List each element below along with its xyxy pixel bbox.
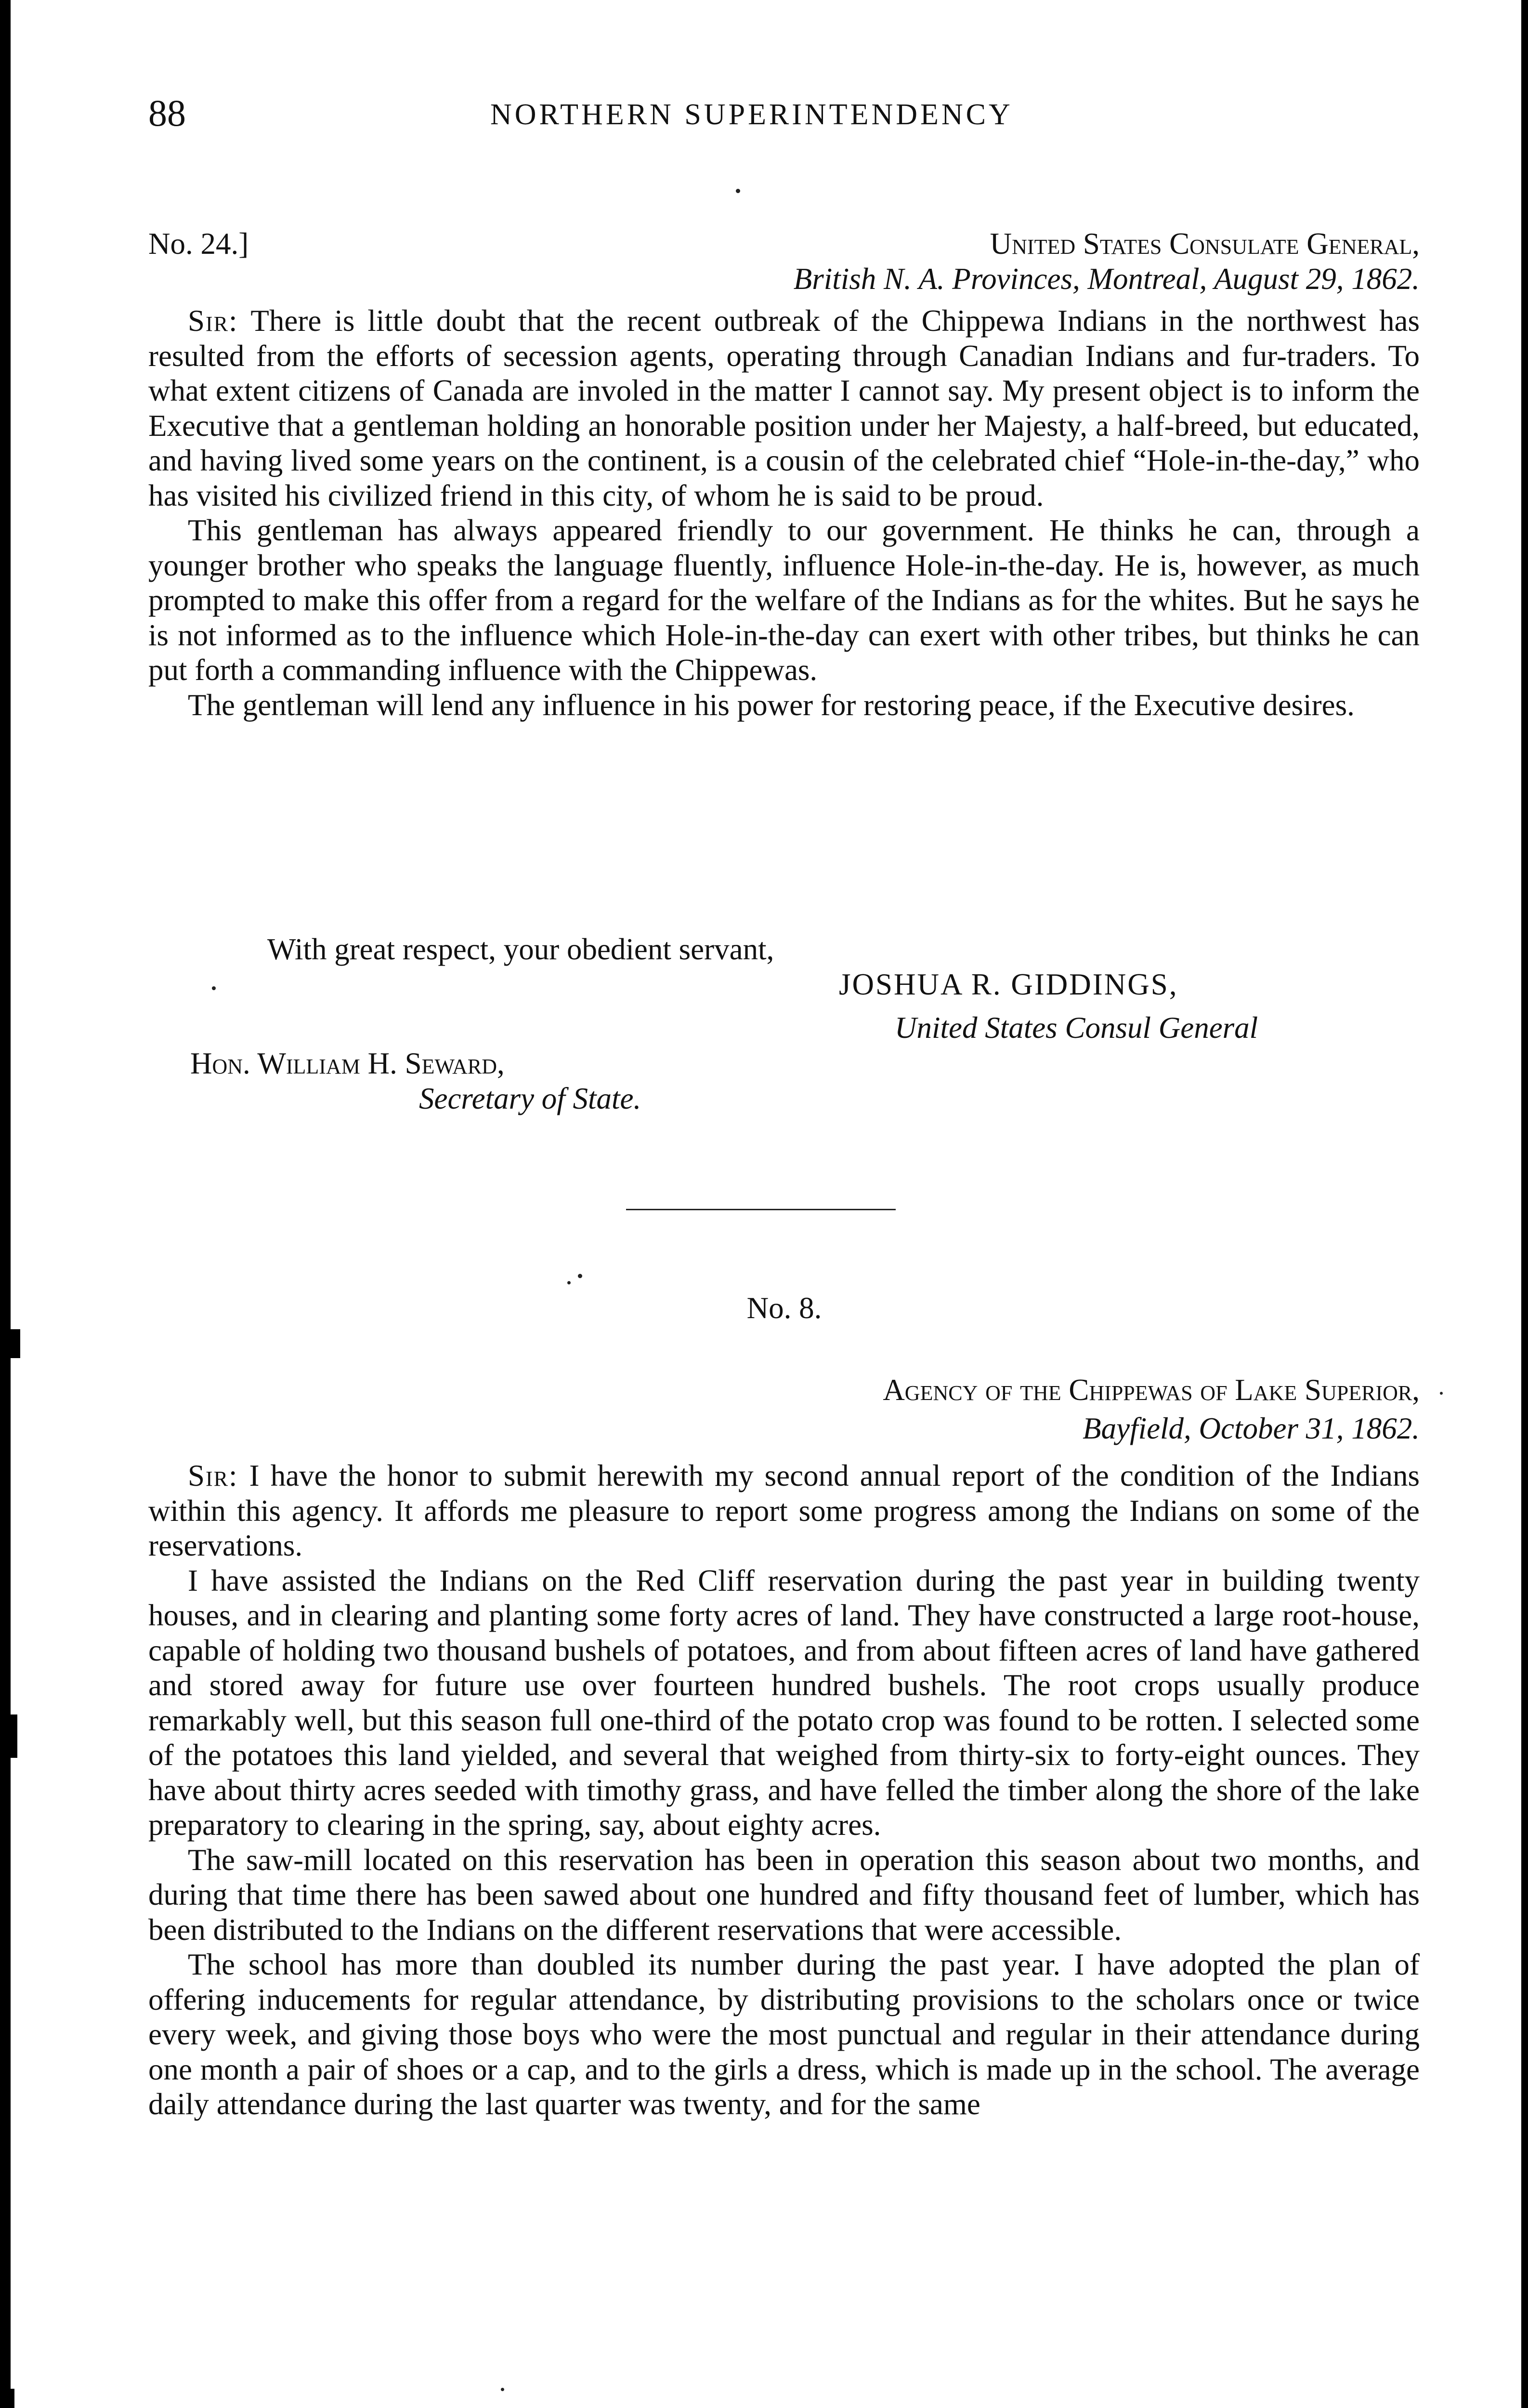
salutation: Sir:	[188, 304, 238, 338]
scan-right-edge	[1521, 0, 1528, 2408]
addressee: Hon. William H. Seward,	[190, 1047, 505, 1080]
complimentary-close: With great respect, your obedient servant,	[267, 932, 774, 966]
scan-speck	[212, 986, 216, 990]
scan-edge-notch	[0, 1714, 17, 1758]
scan-speck	[501, 2388, 504, 2391]
signature: JOSHUA R. GIDDINGS,	[839, 968, 1178, 1001]
letter-body	[148, 303, 1420, 722]
letter-from-line: Agency of the Chippewas of Lake Superior,	[883, 1373, 1420, 1407]
letter-place-date: Bayfield, October 31, 1862.	[1083, 1412, 1420, 1445]
running-head: NORTHERN SUPERINTENDENCY	[490, 98, 1013, 131]
scan-speck	[1440, 1392, 1443, 1395]
body-paragraph: The gentleman will lend any influence in his power for restoring peace, if the Executive desires.	[188, 688, 1355, 722]
scan-edge-notch	[0, 2389, 14, 2408]
letter-place-date: British N. A. Provinces, Montreal, August 29, 1862.	[793, 262, 1420, 296]
body-paragraph: The school has more than doubled its number during the past year. I have adopted the plan of offering inducements for regular attendance, by distributing provisions to the scholars once or twice every week, and giving those boys who were the most punctual and regular in their attendance during one month a pair of shoes or a cap, and to the girls a dress, which is made up in the school. The average daily attendance during the last quarter was twenty, and for the same	[148, 1948, 1420, 2121]
salutation: Sir:	[188, 1459, 238, 1492]
section-divider	[626, 1209, 896, 1210]
scan-left-edge	[0, 0, 11, 2408]
body-paragraph: The saw-mill located on this reservation has been in operation this season about two months, and during that time there has been sawed about one hundred and fifty thousand feet of lumber, which has been distributed to the Indians on the different reservations that were accessible.	[148, 1843, 1420, 1947]
page-header	[148, 92, 1420, 135]
scan-speck	[567, 1281, 571, 1284]
scan-speck	[736, 189, 740, 193]
paragraph-text: I have the honor to submit herewith my second annual report of the condition of the Indians within this agency. It affords me pleasure to report some progress among the Indians on some of the reservations.	[148, 1459, 1420, 1562]
body-paragraph: I have assisted the Indians on the Red Cliff reservation during the past year in building twenty houses, and in clearing and planting some forty acres of land. They have constructed a large root-house, capable of holding two thousand bushels of potatoes, and from about fifteen acres of land have gathered and stored away for future use over fourteen hundred bushels. The root crops usually produce remarkably well, but this season full one-third of the potato crop was found to be rotten. I selected some of the potatoes this land yielded, and several that weighed from thirty-six to forty-eight ounces. They have about thirty acres seeded with timothy grass, and have felled the timber along the shore of the lake preparatory to clearing in the spring, say, about eighty acres.	[148, 1563, 1420, 1842]
letter-body	[148, 1458, 1420, 2122]
letter-from-line: United States Consulate General,	[990, 227, 1420, 261]
body-paragraph	[148, 303, 1420, 513]
addressee-title: Secretary of State.	[419, 1082, 641, 1115]
signer-title: United States Consul General	[895, 1011, 1258, 1045]
letter-number: No. 8.	[746, 1291, 822, 1325]
scan-edge-notch	[0, 1329, 20, 1358]
page-number: 88	[148, 92, 186, 134]
letter-number: No. 24.]	[148, 227, 249, 261]
body-paragraph: This gentleman has always appeared friendly to our government. He thinks he can, through a younger brother who speaks the language fluently, influence Hole-in-the-day. He is, however, as much prompted to make this offer from a regard for the welfare of the Indians as for the whites. But he says he is not informed as to the influence which Hole-in-the-day can exert with other tribes, but thinks he can put forth a commanding influence with the Chippewas.	[148, 513, 1420, 687]
body-paragraph	[148, 1458, 1420, 1563]
scan-speck	[578, 1274, 582, 1278]
paragraph-text: There is little doubt that the recent outbreak of the Chippewa Indians in the northwest has resulted from the efforts of secession agents, operating through Canadian Indians and fur-traders. To what extent citizens of Canada are involed in the matter I cannot say. My present object is to inform the Executive that a gentleman holding an honorable position under her Majesty, a half-breed, but educated, and having lived some years on the continent, is a cousin of the celebrated chief “Hole-in-the-day,” who has visited his civilized friend in this city, of whom he is said to be proud.	[148, 304, 1420, 512]
